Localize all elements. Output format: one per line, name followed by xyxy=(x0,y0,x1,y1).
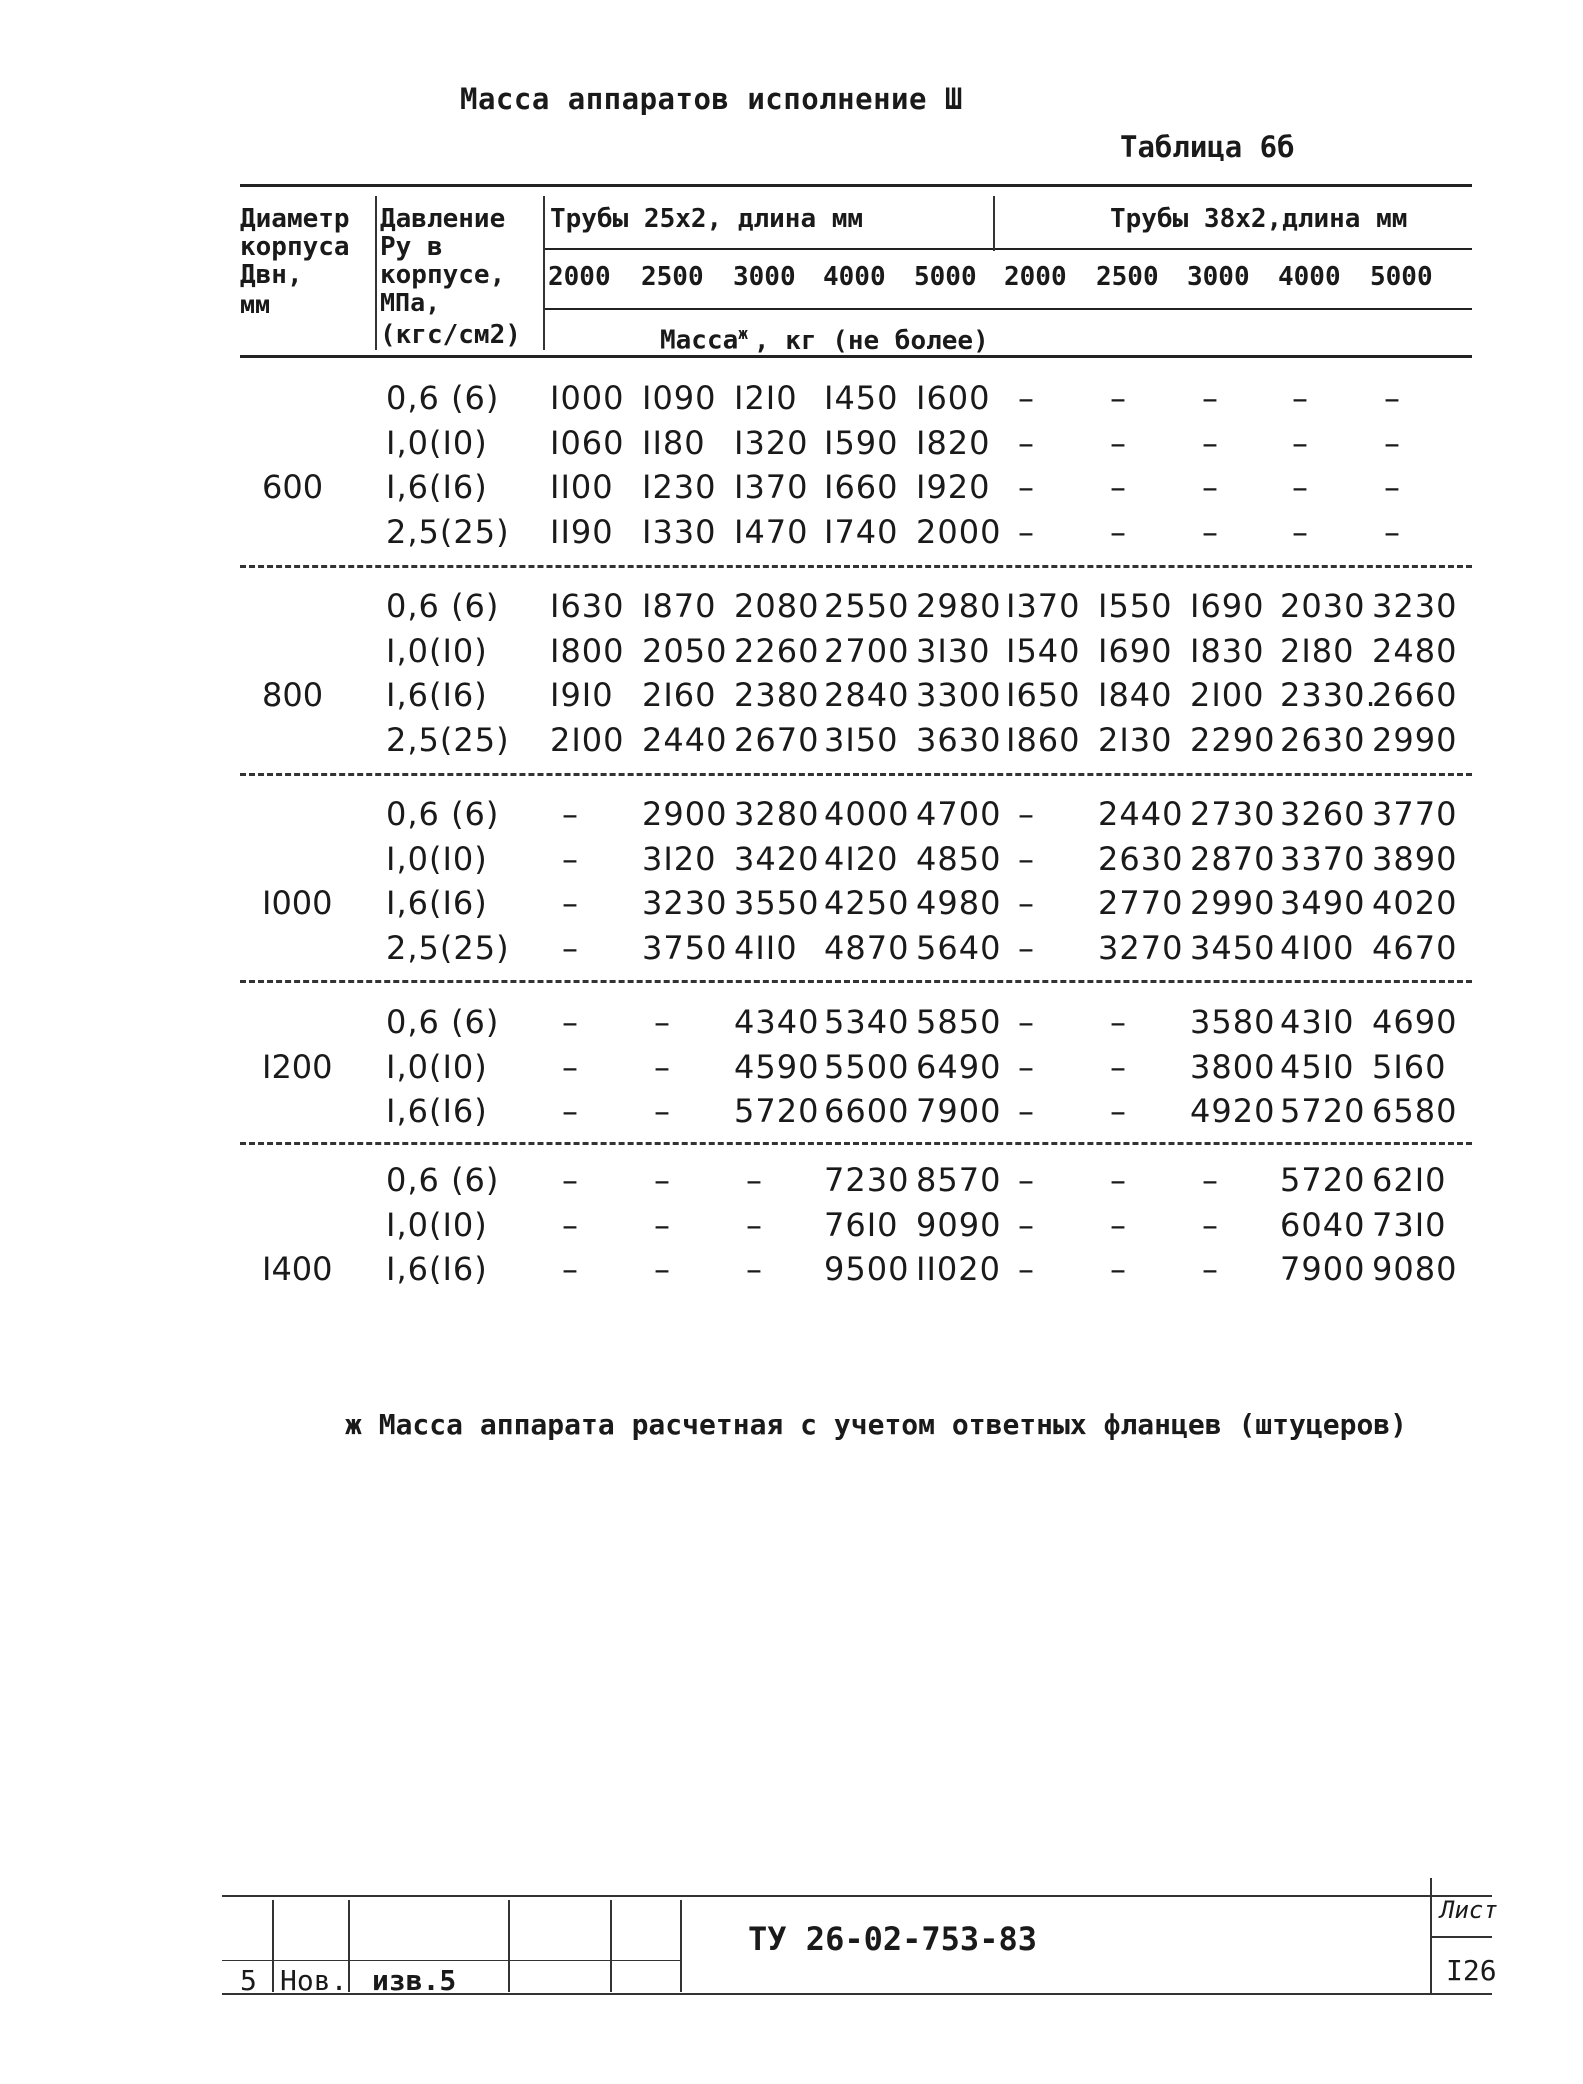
mass-cell: – xyxy=(1110,1250,1127,1288)
mass-cell: – xyxy=(654,1092,671,1130)
mass-cell: II80 xyxy=(642,423,706,462)
mass-cell: 2840 xyxy=(824,676,910,714)
mass-cell: 5500 xyxy=(824,1047,910,1086)
mass-cell: I2I0 xyxy=(734,379,798,417)
sheet-label: Лист xyxy=(1440,1896,1498,1924)
mass-cell: 5720 xyxy=(1280,1161,1366,1199)
mass-cell: 9500 xyxy=(824,1250,910,1288)
mass-cell: I650 xyxy=(1006,676,1081,714)
mass-cell: 3770 xyxy=(1372,795,1458,833)
mass-cell: 45I0 xyxy=(1280,1047,1355,1086)
diameter-label: I200 xyxy=(262,1047,333,1086)
mass-cell: 2I30 xyxy=(1098,720,1173,759)
mass-cell: – xyxy=(1110,468,1127,506)
mass-cell: – xyxy=(562,1161,579,1199)
mass-cell: 4920 xyxy=(1190,1092,1276,1130)
mass-cell: – xyxy=(1292,512,1309,551)
header-divider-col2 xyxy=(543,196,545,350)
mass-cell: I590 xyxy=(824,423,899,462)
mass-cell: – xyxy=(1018,928,1035,967)
mass-cell: 3630 xyxy=(916,720,1002,759)
mass-cell: 9080 xyxy=(1372,1250,1458,1288)
mass-cell: 5640 xyxy=(916,928,1002,967)
mass-cell: 4870 xyxy=(824,928,910,967)
mass-cell: – xyxy=(1018,1205,1035,1244)
mass-cell: – xyxy=(562,1205,579,1244)
revision-label: Нов. xyxy=(280,1964,348,1997)
mass-cell: 4I20 xyxy=(824,839,899,878)
mass-cell: 62I0 xyxy=(1372,1161,1447,1199)
mass-cell: – xyxy=(1110,379,1127,417)
mass-cell: I740 xyxy=(824,512,899,551)
mass-cell: 2990 xyxy=(1190,884,1276,922)
mass-cell: 2290 xyxy=(1190,720,1276,759)
mass-cell: II00 xyxy=(550,468,614,506)
mass-cell: I540 xyxy=(1006,631,1081,670)
mass-cell: I330 xyxy=(642,512,717,551)
mass-cell: – xyxy=(562,839,579,878)
mass-cell: 2900 xyxy=(642,795,728,833)
mass-cell: 3450 xyxy=(1190,928,1276,967)
mass-cell: 2I00 xyxy=(550,720,625,759)
mass-cell: – xyxy=(562,795,579,833)
mass-cell: I830 xyxy=(1190,631,1265,670)
diameter-label: 600 xyxy=(262,468,324,506)
mass-cell: – xyxy=(654,1047,671,1086)
mass-cell: I630 xyxy=(550,587,625,625)
header-mid-rule-1 xyxy=(545,248,1472,250)
mass-cell: I820 xyxy=(916,423,991,462)
pressure-cell: I,6(I6) xyxy=(386,884,488,922)
mass-cell: – xyxy=(1018,884,1035,922)
mass-cell: – xyxy=(562,1092,579,1130)
change-number: 5 xyxy=(240,1964,257,1997)
mass-cell: I690 xyxy=(1190,587,1265,625)
mass-cell: I660 xyxy=(824,468,899,506)
mass-cell: 2030 xyxy=(1280,587,1366,625)
mass-cell: 4I00 xyxy=(1280,928,1355,967)
mass-cell: 2050 xyxy=(642,631,728,670)
mass-cell: 2770 xyxy=(1098,884,1184,922)
mass-cell: 9090 xyxy=(916,1205,1002,1244)
mass-cell: – xyxy=(654,1250,671,1288)
diameter-label: I400 xyxy=(262,1250,333,1288)
mass-cell: – xyxy=(1202,1205,1219,1244)
mass-cell: 3I30 xyxy=(916,631,991,670)
pressure-cell: I,0(I0) xyxy=(386,1047,488,1086)
mass-cell: – xyxy=(1110,1161,1127,1199)
mass-cell: 3580 xyxy=(1190,1003,1276,1041)
mass-cell: 3890 xyxy=(1372,839,1458,878)
mass-cell: – xyxy=(1202,512,1219,551)
mass-cell: 2660 xyxy=(1372,676,1458,714)
mass-cell: I840 xyxy=(1098,676,1173,714)
mass-cell: 2730 xyxy=(1190,795,1276,833)
mass-cell: – xyxy=(562,1047,579,1086)
mass-cell: – xyxy=(1110,512,1127,551)
mass-cell: 3750 xyxy=(642,928,728,967)
mass-cell: – xyxy=(1018,795,1035,833)
mass-cell: I000 xyxy=(550,379,625,417)
mass-cell: 6580 xyxy=(1372,1092,1458,1130)
mass-cell: – xyxy=(1018,379,1035,417)
mass-cell: 2980 xyxy=(916,587,1002,625)
group-separator xyxy=(240,1142,1472,1145)
pressure-cell: 0,6 (6) xyxy=(386,1003,500,1041)
mass-cell: I9I0 xyxy=(550,676,614,714)
table-top-rule xyxy=(240,184,1472,187)
pressure-cell: I,6(I6) xyxy=(386,1092,488,1130)
pressure-cell: I,0(I0) xyxy=(386,631,488,670)
pressure-cell: 0,6 (6) xyxy=(386,1161,500,1199)
mass-cell: I230 xyxy=(642,468,717,506)
mass-cell: 2260 xyxy=(734,631,820,670)
mass-cell: 8570 xyxy=(916,1161,1002,1199)
mass-cell: I800 xyxy=(550,631,625,670)
footnote: ж Масса аппарата расчетная с учетом ответных фланцев (штуцеров) xyxy=(345,1408,1408,1441)
mass-cell: 3800 xyxy=(1190,1047,1276,1086)
mass-cell: 2700 xyxy=(824,631,910,670)
mass-cell: 3300 xyxy=(916,676,1002,714)
mass-cell: – xyxy=(562,928,579,967)
mass-cell: 2I00 xyxy=(1190,676,1265,714)
mass-cell: 7900 xyxy=(1280,1250,1366,1288)
mass-cell: 2440 xyxy=(642,720,728,759)
mass-cell: 4980 xyxy=(916,884,1002,922)
mass-cell: I060 xyxy=(550,423,625,462)
mass-cell: – xyxy=(654,1003,671,1041)
mass-cell: 3420 xyxy=(734,839,820,878)
mass-cell: 4590 xyxy=(734,1047,820,1086)
mass-cell: – xyxy=(1202,468,1219,506)
mass-cell: 2I60 xyxy=(642,676,717,714)
mass-cell: – xyxy=(562,1250,579,1288)
mass-cell: I550 xyxy=(1098,587,1173,625)
mass-cell: – xyxy=(1110,1047,1127,1086)
mass-cell: – xyxy=(1110,1205,1127,1244)
mass-cell: – xyxy=(562,1003,579,1041)
pressure-cell: 0,6 (6) xyxy=(386,379,500,417)
pressure-cell: I,6(I6) xyxy=(386,1250,488,1288)
mass-cell: 7900 xyxy=(916,1092,1002,1130)
header-divider-col1 xyxy=(375,196,377,350)
mass-cell: 6040 xyxy=(1280,1205,1366,1244)
notice-label: изв.5 xyxy=(372,1964,457,1997)
mass-cell: 2990 xyxy=(1372,720,1458,759)
mass-cell: 4II0 xyxy=(734,928,798,967)
mass-cell: 2I80 xyxy=(1280,631,1355,670)
table-label: Таблица 6б xyxy=(1120,130,1295,164)
mass-cell: – xyxy=(1292,379,1309,417)
mass-cell: 5720 xyxy=(1280,1092,1366,1130)
mass-cell: – xyxy=(1018,423,1035,462)
mass-cell: I370 xyxy=(734,468,809,506)
mass-cell: I920 xyxy=(916,468,991,506)
mass-cell: – xyxy=(1110,1092,1127,1130)
mass-cell: 43I0 xyxy=(1280,1003,1355,1041)
mass-cell: 6490 xyxy=(916,1047,1002,1086)
pressure-cell: I,6(I6) xyxy=(386,468,488,506)
mass-cell: I320 xyxy=(734,423,809,462)
mass-cell: 4020 xyxy=(1372,884,1458,922)
diameter-label: 800 xyxy=(262,676,324,714)
mass-cell: – xyxy=(1202,423,1219,462)
mass-cell: – xyxy=(1202,1161,1219,1199)
mass-cell: I860 xyxy=(1006,720,1081,759)
mass-cell: 5720 xyxy=(734,1092,820,1130)
mass-cell: 3I20 xyxy=(642,839,717,878)
mass-cell: – xyxy=(1018,468,1035,506)
mass-cell: – xyxy=(562,884,579,922)
mass-cell: I090 xyxy=(642,379,717,417)
pressure-cell: 2,5(25) xyxy=(386,928,510,967)
mass-cell: 3230 xyxy=(642,884,728,922)
header-mass-label: Масса$^ж$ , кг (не более) xyxy=(660,324,989,356)
mass-cell: I870 xyxy=(642,587,717,625)
mass-cell: – xyxy=(1018,1250,1035,1288)
mass-cell: – xyxy=(1110,1003,1127,1041)
mass-cell: – xyxy=(654,1205,671,1244)
mass-cell: – xyxy=(1384,512,1401,551)
mass-cell: 3550 xyxy=(734,884,820,922)
mass-cell: – xyxy=(1018,1047,1035,1086)
mass-cell: 2000 xyxy=(916,512,1002,551)
mass-cell: – xyxy=(746,1161,763,1199)
pressure-cell: I,0(I0) xyxy=(386,1205,488,1244)
mass-cell: 2630 xyxy=(1098,839,1184,878)
mass-cell: 4690 xyxy=(1372,1003,1458,1041)
mass-cell: – xyxy=(1018,1092,1035,1130)
mass-cell: 4850 xyxy=(916,839,1002,878)
mass-cell: – xyxy=(1292,468,1309,506)
mass-cell: I600 xyxy=(916,379,991,417)
mass-cell: – xyxy=(1384,423,1401,462)
mass-cell: 2670 xyxy=(734,720,820,759)
pressure-cell: I,6(I6) xyxy=(386,676,488,714)
header-group-25x2: Трубы 25х2, длина мм xyxy=(550,204,864,234)
header-group-38x2: Трубы 38х2,длина мм xyxy=(1110,204,1408,234)
mass-cell: 4670 xyxy=(1372,928,1458,967)
mass-cell: 4000 xyxy=(824,795,910,833)
pressure-cell: 2,5(25) xyxy=(386,720,510,759)
mass-cell: 3270 xyxy=(1098,928,1184,967)
mass-cell: I470 xyxy=(734,512,809,551)
mass-cell: 2380 xyxy=(734,676,820,714)
mass-cell: – xyxy=(1202,1250,1219,1288)
mass-cell: 2630 xyxy=(1280,720,1366,759)
header-mid-rule-2 xyxy=(545,308,1472,310)
page-title: Масса аппаратов исполнение Ш xyxy=(460,82,963,116)
mass-cell: – xyxy=(746,1250,763,1288)
mass-cell: – xyxy=(1110,423,1127,462)
mass-cell: 76I0 xyxy=(824,1205,899,1244)
mass-cell: – xyxy=(1018,839,1035,878)
mass-cell: 5I60 xyxy=(1372,1047,1447,1086)
mass-cell: – xyxy=(1202,379,1219,417)
mass-cell: II020 xyxy=(916,1250,1001,1288)
mass-cell: – xyxy=(1292,423,1309,462)
mass-cell: 7230 xyxy=(824,1161,910,1199)
pressure-cell: 2,5(25) xyxy=(386,512,510,551)
header-divider-groups xyxy=(993,196,995,251)
sheet-number: I26 xyxy=(1446,1954,1497,1987)
mass-cell: 2440 xyxy=(1098,795,1184,833)
mass-cell: 3260 xyxy=(1280,795,1366,833)
pressure-cell: 0,6 (6) xyxy=(386,587,500,625)
document-code: ТУ 26-02-753-83 xyxy=(748,1920,1037,1958)
group-separator xyxy=(240,565,1472,568)
pressure-cell: I,0(I0) xyxy=(386,423,488,462)
pressure-cell: 0,6 (6) xyxy=(386,795,500,833)
mass-cell: 2080 xyxy=(734,587,820,625)
mass-cell: – xyxy=(1018,1161,1035,1199)
mass-cell: II90 xyxy=(550,512,614,551)
mass-cell: – xyxy=(1384,468,1401,506)
pressure-cell: I,0(I0) xyxy=(386,839,488,878)
mass-cell: 4250 xyxy=(824,884,910,922)
mass-cell: 3I50 xyxy=(824,720,899,759)
mass-cell: 5850 xyxy=(916,1003,1002,1041)
mass-cell: 3230 xyxy=(1372,587,1458,625)
mass-cell: 6600 xyxy=(824,1092,910,1130)
mass-cell: 2550 xyxy=(824,587,910,625)
mass-cell: 3280 xyxy=(734,795,820,833)
mass-cell: 3370 xyxy=(1280,839,1366,878)
mass-cell: 2480 xyxy=(1372,631,1458,670)
mass-cell: – xyxy=(1018,1003,1035,1041)
diameter-label: I000 xyxy=(262,884,333,922)
mass-cell: – xyxy=(654,1161,671,1199)
mass-cell: – xyxy=(1018,512,1035,551)
mass-cell: 73I0 xyxy=(1372,1205,1447,1244)
mass-cell: 2330. xyxy=(1280,676,1377,714)
mass-cell: 3490 xyxy=(1280,884,1366,922)
mass-cell: I370 xyxy=(1006,587,1081,625)
mass-cell: 4700 xyxy=(916,795,1002,833)
group-separator xyxy=(240,980,1472,983)
mass-cell: 4340 xyxy=(734,1003,820,1041)
mass-cell: 2870 xyxy=(1190,839,1276,878)
mass-cell: – xyxy=(746,1205,763,1244)
mass-cell: I690 xyxy=(1098,631,1173,670)
mass-cell: I450 xyxy=(824,379,899,417)
mass-cell: – xyxy=(1384,379,1401,417)
mass-cell: 5340 xyxy=(824,1003,910,1041)
group-separator xyxy=(240,773,1472,776)
